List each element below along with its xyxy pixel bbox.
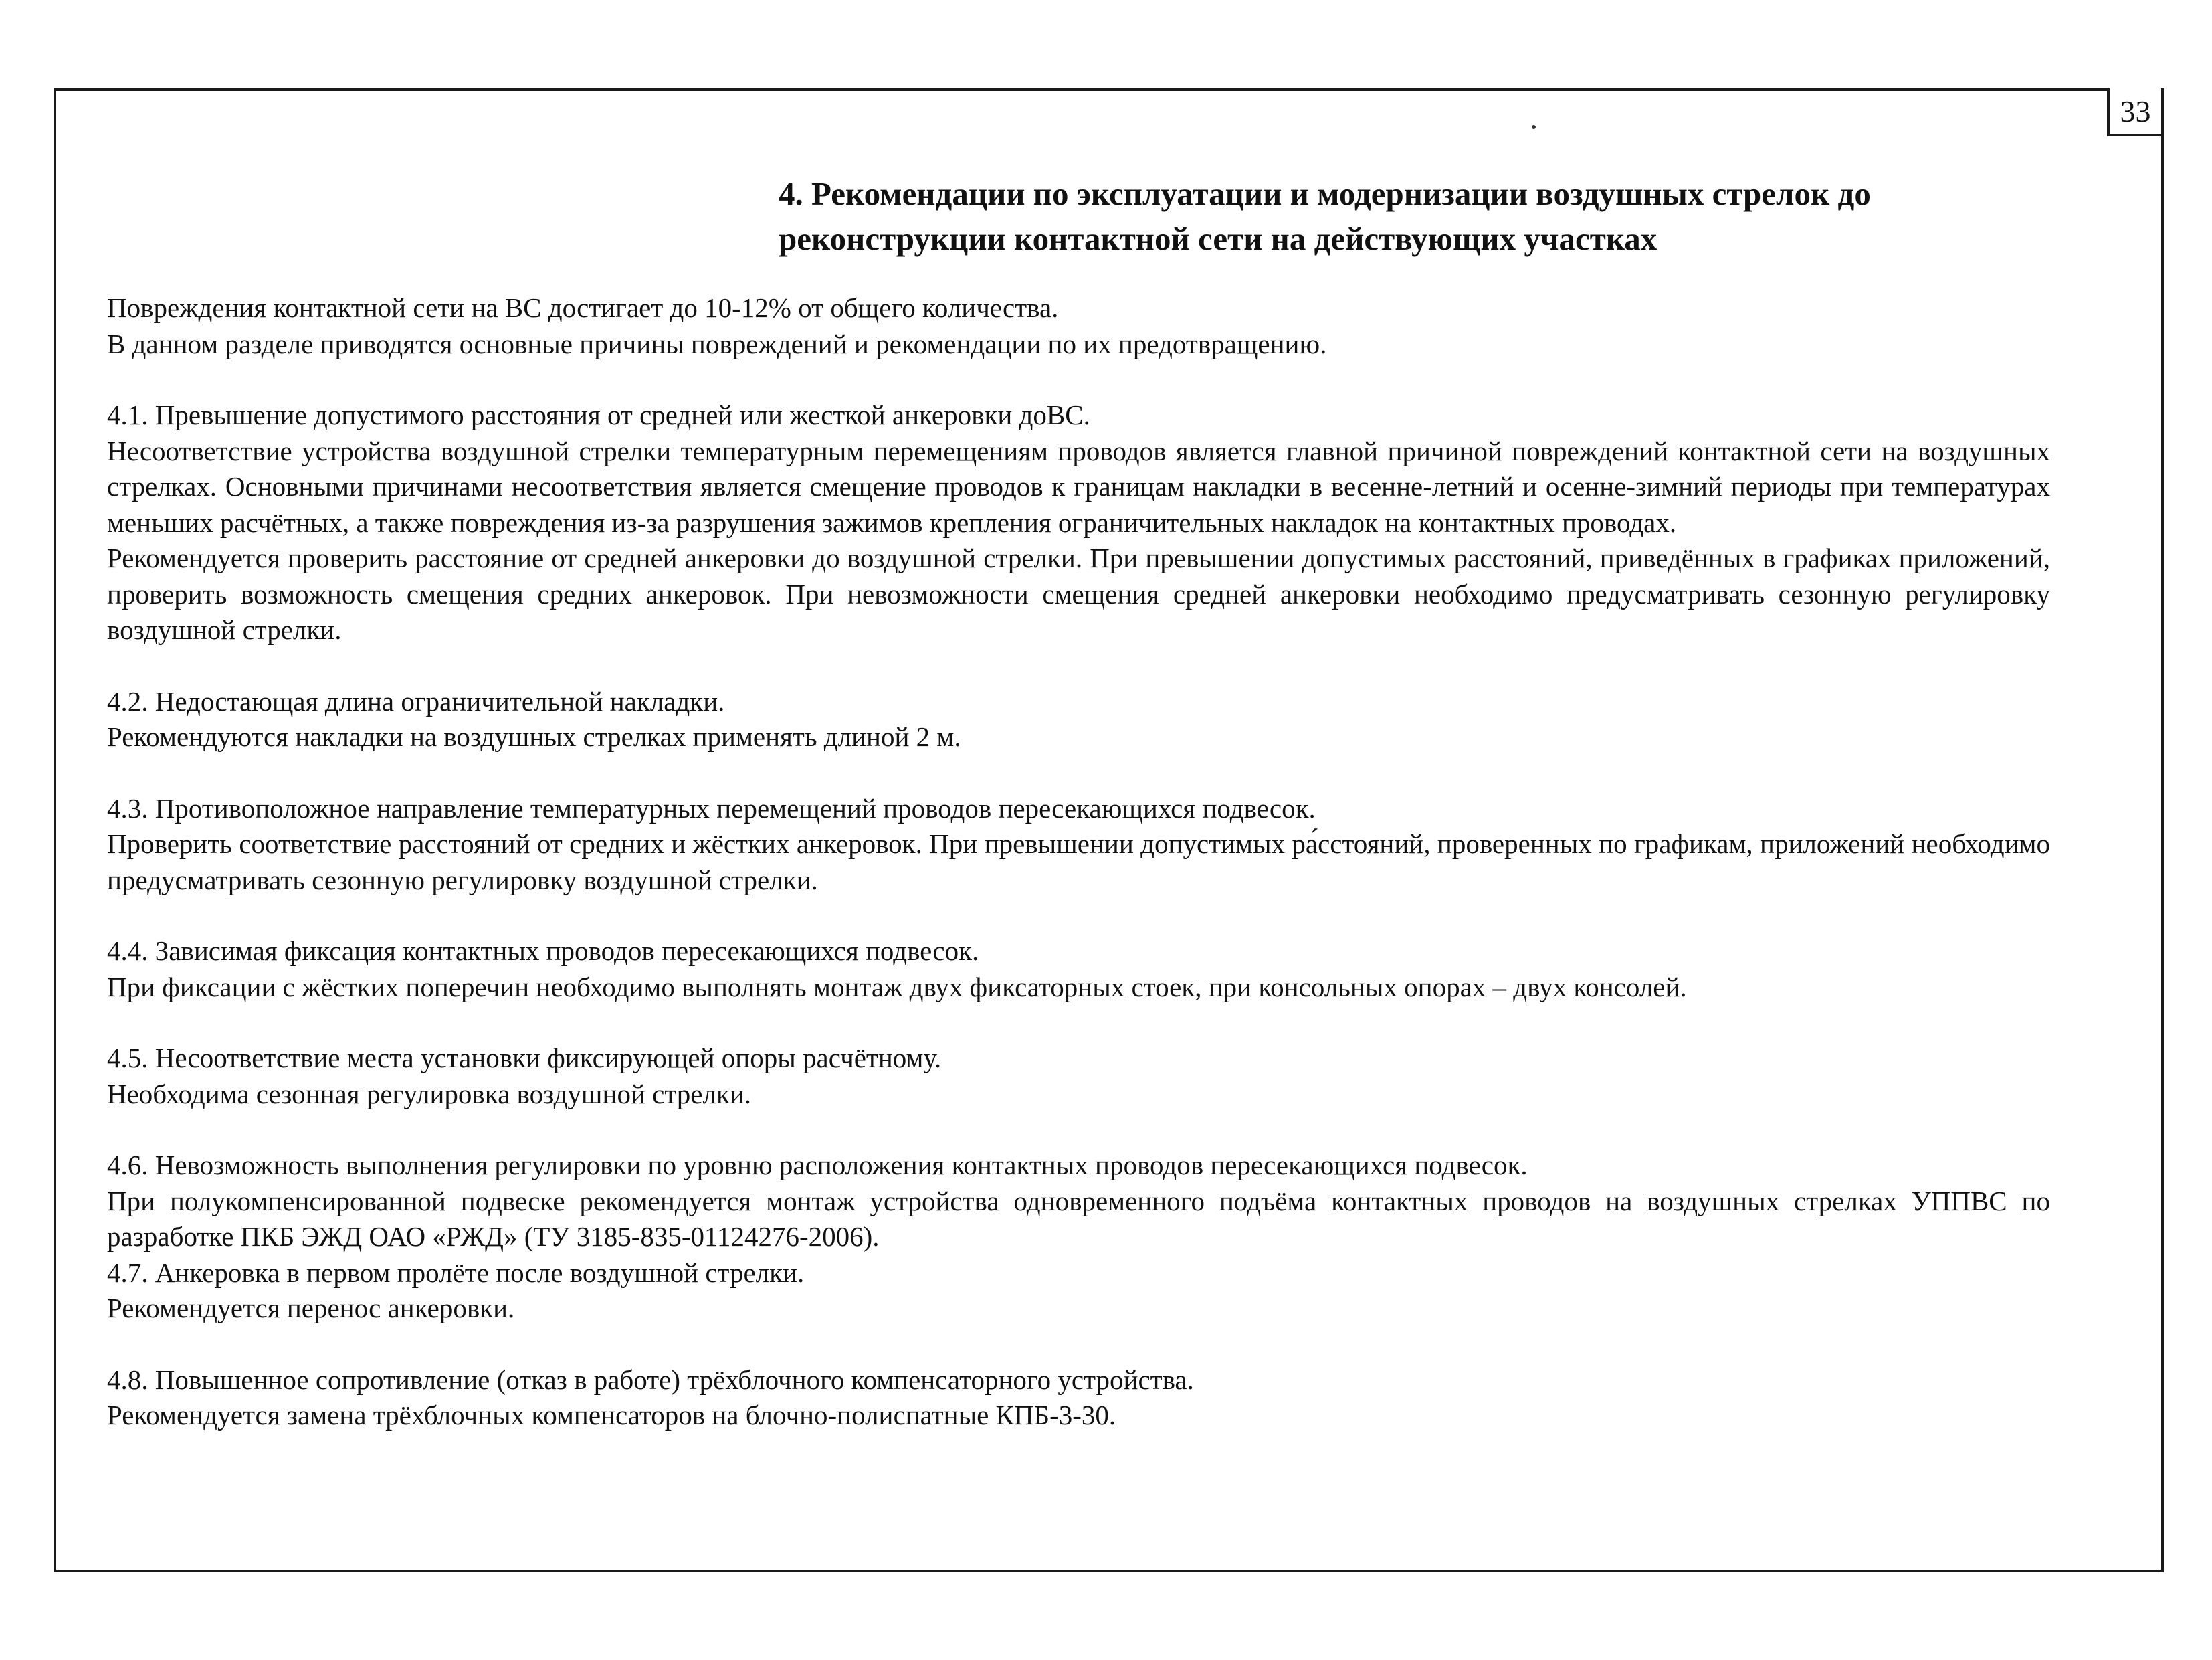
section-4-6-paragraph: При полукомпенсированной подвеске рекомендуется монтаж устройства одновременного подъёма контактных проводов на воздушных стрелках УППВС по разработке ПКБ ЭЖД ОАО «РЖД» (ТУ 3185-835-01124276-2006). xyxy=(107,1185,2050,1252)
page-number: 33 xyxy=(2107,88,2164,136)
section-4-2-title: 4.2. Недостающая длина ограничительной накладки. xyxy=(107,685,725,717)
heading-line-1: 4. Рекомендации по эксплуатации и модернизации воздушных стрелок до xyxy=(779,175,1871,212)
heading-line-2: реконструкции контактной сети на действующих участках xyxy=(779,220,1657,257)
section-4-6-title: 4.6. Невозможность выполнения регулировки по уровню расположения контактных проводов пересекающихся подвесок. xyxy=(107,1149,1528,1180)
section-4-1-title: 4.1. Превышение допустимого расстояния от средней или жесткой анкеровки доВС. xyxy=(107,399,1090,430)
section-4-4-title: 4.4. Зависимая фиксация контактных проводов пересекающихся подвесок. xyxy=(107,935,979,966)
section-4-4-paragraph: При фиксации с жёстких поперечин необходимо выполнять монтаж двух фиксаторных стоек, при консольных опорах – двух консолей. xyxy=(107,971,1687,1002)
section-4-2-paragraph: Рекомендуются накладки на воздушных стрелках применять длиной 2 м. xyxy=(107,721,961,752)
intro-line-1: Повреждения контактной сети на ВС достигает до 10-12% от общего количества. xyxy=(107,292,1059,323)
section-4-3-title: 4.3. Противоположное направление температурных перемещений проводов пересекающихся подвесок. xyxy=(107,792,1316,824)
intro-line-2: В данном разделе приводятся основные причины повреждений и рекомендации по их предотвращению. xyxy=(107,328,1327,359)
section-4-7-paragraph: Рекомендуется перенос анкеровки. xyxy=(107,1293,515,1323)
section-4-5-title: 4.5. Несоответствие места установки фиксирующей опоры расчётному. xyxy=(107,1042,942,1073)
section-4-3-paragraph: Проверить соответствие расстояний от средних и жёстких анкеровок. При превышении допустимых ра́сстояний, проверенных по графикам, приложений необходимо предусматривать сезонную регулировку воздушной стрелки. xyxy=(107,828,2050,895)
section-4-8-paragraph: Рекомендуется замена трёхблочных компенсаторов на блочно-полиспатные КПБ-3-30. xyxy=(107,1400,1116,1431)
document-body xyxy=(107,290,2050,1434)
section-4-1-paragraph-2: Рекомендуется проверить расстояние от средней анкеровки до воздушной стрелки. При превышении допустимых расстояний, приведённых в графиках приложений, проверить возможность смещения средних анкеровок. При невозможности смещения средней анкеровки необходимо предусматривать сезонную регулировку воздушной стрелки. xyxy=(107,543,2050,645)
section-4-7-title: 4.7. Анкеровка в первом пролёте после воздушной стрелки. xyxy=(107,1257,805,1288)
section-4-5-paragraph: Необходима сезонная регулировка воздушной стрелки. xyxy=(107,1078,752,1109)
section-4-1-paragraph-1: Несоответствие устройства воздушной стрелки температурным перемещениям проводов является главной причиной повреждений контактной сети на воздушных стрелках. Основными причинами несоответствия является смещение проводов к границам накладки в весенне-летний и осенне-зимний периоды при температурах меньших расчётных, а также повреждения из-за разрушения зажимов крепления ограничительных накладок на контактных проводах. xyxy=(107,435,2050,538)
scan-dot xyxy=(1532,125,1536,129)
section-heading xyxy=(779,171,2090,261)
section-4-8-title: 4.8. Повышенное сопротивление (отказ в работе) трёхблочного компенсаторного устройства. xyxy=(107,1364,1194,1395)
